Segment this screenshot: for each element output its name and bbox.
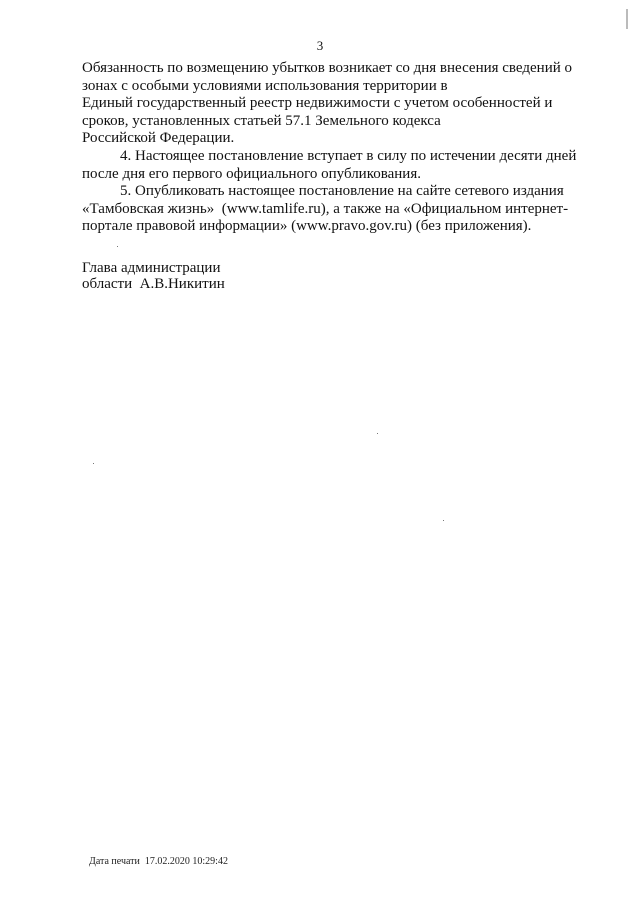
paragraph-3-line-4 [82, 113, 591, 131]
word: 57.1 [285, 112, 312, 129]
word: установленных [132, 112, 231, 129]
word: с [121, 77, 128, 94]
word: зонах [82, 77, 118, 94]
paragraph-4-line-1: 4. Настоящее постановление вступает в силу по истечении десяти дней [120, 148, 577, 164]
paragraph-4-line-2: после дня его первого официального опубликования. [82, 165, 421, 182]
print-date: Дата печати 17.02.2020 10:29:42 [89, 856, 228, 867]
signature-title: Глава администрации [82, 260, 221, 276]
paragraph-3-line-5: Российской Федерации. [82, 130, 235, 146]
scan-edge-mark [626, 9, 628, 29]
paragraph-4 [82, 148, 591, 183]
scan-speck [117, 246, 118, 247]
scan-speck [93, 463, 94, 464]
page-number: 3 [316, 38, 324, 53]
signature-name: области А.В.Никитин [82, 276, 225, 292]
paragraph-3-line-2 [82, 78, 591, 96]
scan-speck [443, 520, 444, 521]
paragraph-5-line-1: 5. Опубликовать настоящее постановление на сайте сетевого издания [120, 183, 564, 199]
word: статьей [233, 112, 282, 129]
paragraph-5-line-3: портале правовой информации» (www.pravo.gov.ru) (без приложения). [82, 218, 532, 234]
word: территории [363, 77, 437, 94]
paragraph-3 [82, 60, 591, 148]
scan-speck [377, 433, 378, 434]
word: Земельного [315, 112, 389, 129]
word: особыми [131, 77, 189, 94]
word: условиями [192, 77, 262, 94]
paragraph-3-line-3: Единый государственный реестр недвижимости с учетом особенностей и [82, 95, 553, 111]
word: в [440, 77, 448, 94]
paragraph-5 [82, 183, 591, 236]
word: использования [265, 77, 360, 94]
paragraph-5-line-2: «Тамбовская жизнь» (www.tamlife.ru), а также на «Официальном интернет- [82, 200, 569, 217]
word: сроков, [82, 112, 129, 129]
signature-block [82, 260, 225, 292]
word: кодекса [392, 112, 441, 129]
paragraph-3-line-1: Обязанность по возмещению убытков возникает со дня внесения сведений о [82, 60, 573, 76]
